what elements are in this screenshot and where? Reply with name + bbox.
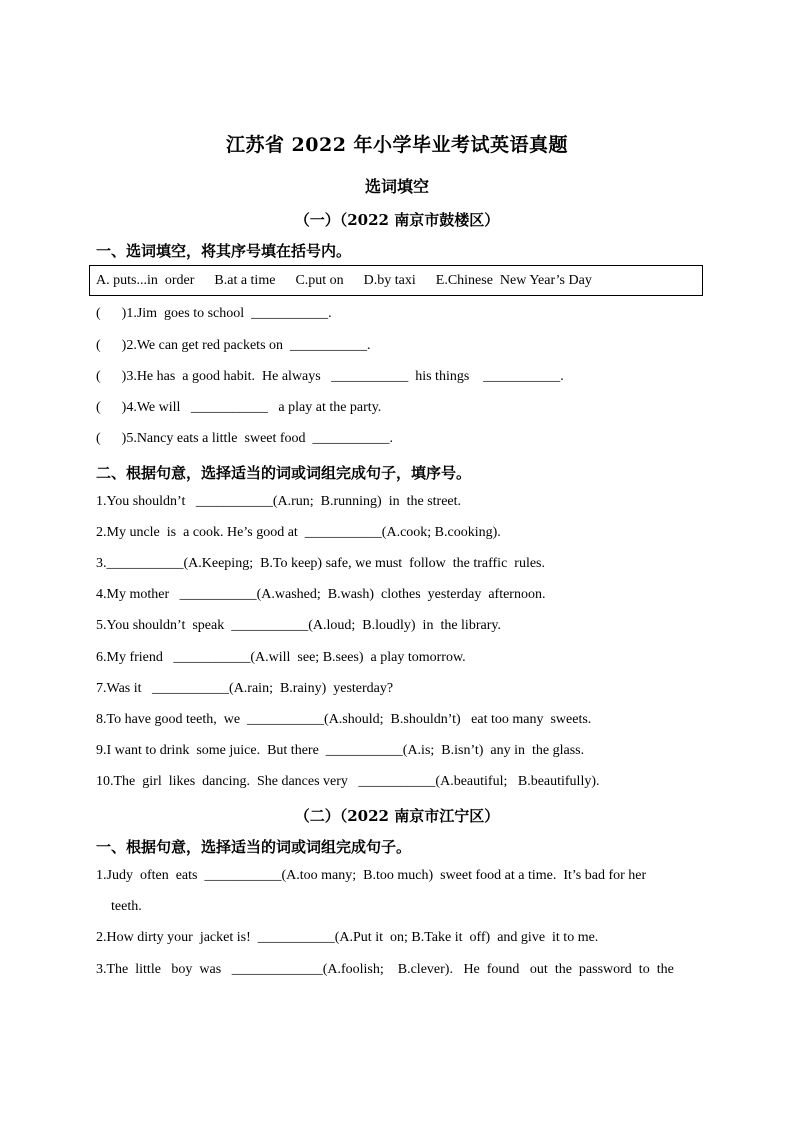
part1-section2-heading: 二、根据句意，选择适当的词或词组完成句子，填序号。 [96,464,472,482]
part2-section1-heading: 一、根据句意，选择适当的词或词组完成句子。 [96,838,412,856]
question-item: 1.You shouldn’t ___________(A.run; B.running) in the street. [96,494,462,509]
document-subtitle: 选词填空 [364,177,429,196]
question-item: 1.Judy often eats ___________(A.too many; B.too much) sweet food at a time. It’s bad for her [96,868,647,883]
part2-title: （二）（2022 南京市江宁区） [294,807,500,825]
question-item: 10.The girl likes dancing. She dances very ___________(A.beautiful; B.beautifully). [96,774,600,789]
question-item: 5.You shouldn’t speak ___________(A.loud; B.loudly) in the library. [96,618,501,633]
question-item: 4.My mother ___________(A.washed; B.wash) clothes yesterday afternoon. [96,587,546,602]
question-item: ( )1.Jim goes to school ___________. [96,306,332,321]
question-item: 2.My uncle is a cook. He’s good at ___________(A.cook; B.cooking). [96,525,501,540]
question-item: 3.___________(A.Keeping; B.To keep) safe, we must follow the traffic rules. [96,556,545,571]
part1-section1-heading: 一、选词填空，将其序号填在括号内。 [96,242,352,260]
word-bank-option: E.Chinese New Year’s Day [435,272,592,288]
word-bank-option: D.by taxi [363,272,416,288]
part1-title: （一）（2022 南京市鼓楼区） [294,211,500,229]
question-item: 9.I want to drink some juice. But there ___________(A.is; B.isn’t) any in the glass. [96,743,585,758]
question-item-continuation: teeth. [111,899,142,914]
question-item: 8.To have good teeth, we ___________(A.should; B.shouldn’t) eat too many sweets. [96,712,592,727]
word-bank-option: B.at a time [214,272,276,288]
question-item: 6.My friend ___________(A.will see; B.sees) a play tomorrow. [96,650,466,665]
document-title: 江苏省 2022 年小学毕业考试英语真题 [225,134,569,156]
question-item: 7.Was it ___________(A.rain; B.rainy) yesterday? [96,681,394,696]
question-item: 3.The little boy was _____________(A.foolish; B.clever). He found out the password to the [96,962,674,977]
question-item: ( )3.He has a good habit. He always ___________ his things ___________. [96,369,564,384]
question-item: ( )4.We will ___________ a play at the party. [96,400,382,415]
question-item: ( )5.Nancy eats a little sweet food ___________. [96,431,394,446]
word-bank-box [89,265,703,296]
question-item: ( )2.We can get red packets on ___________. [96,338,371,353]
word-bank-option: A. puts...in order [96,272,195,288]
word-bank-option: C.put on [295,272,344,288]
question-item: 2.How dirty your jacket is! ___________(A.Put it on; B.Take it off) and give it to me. [96,930,599,945]
